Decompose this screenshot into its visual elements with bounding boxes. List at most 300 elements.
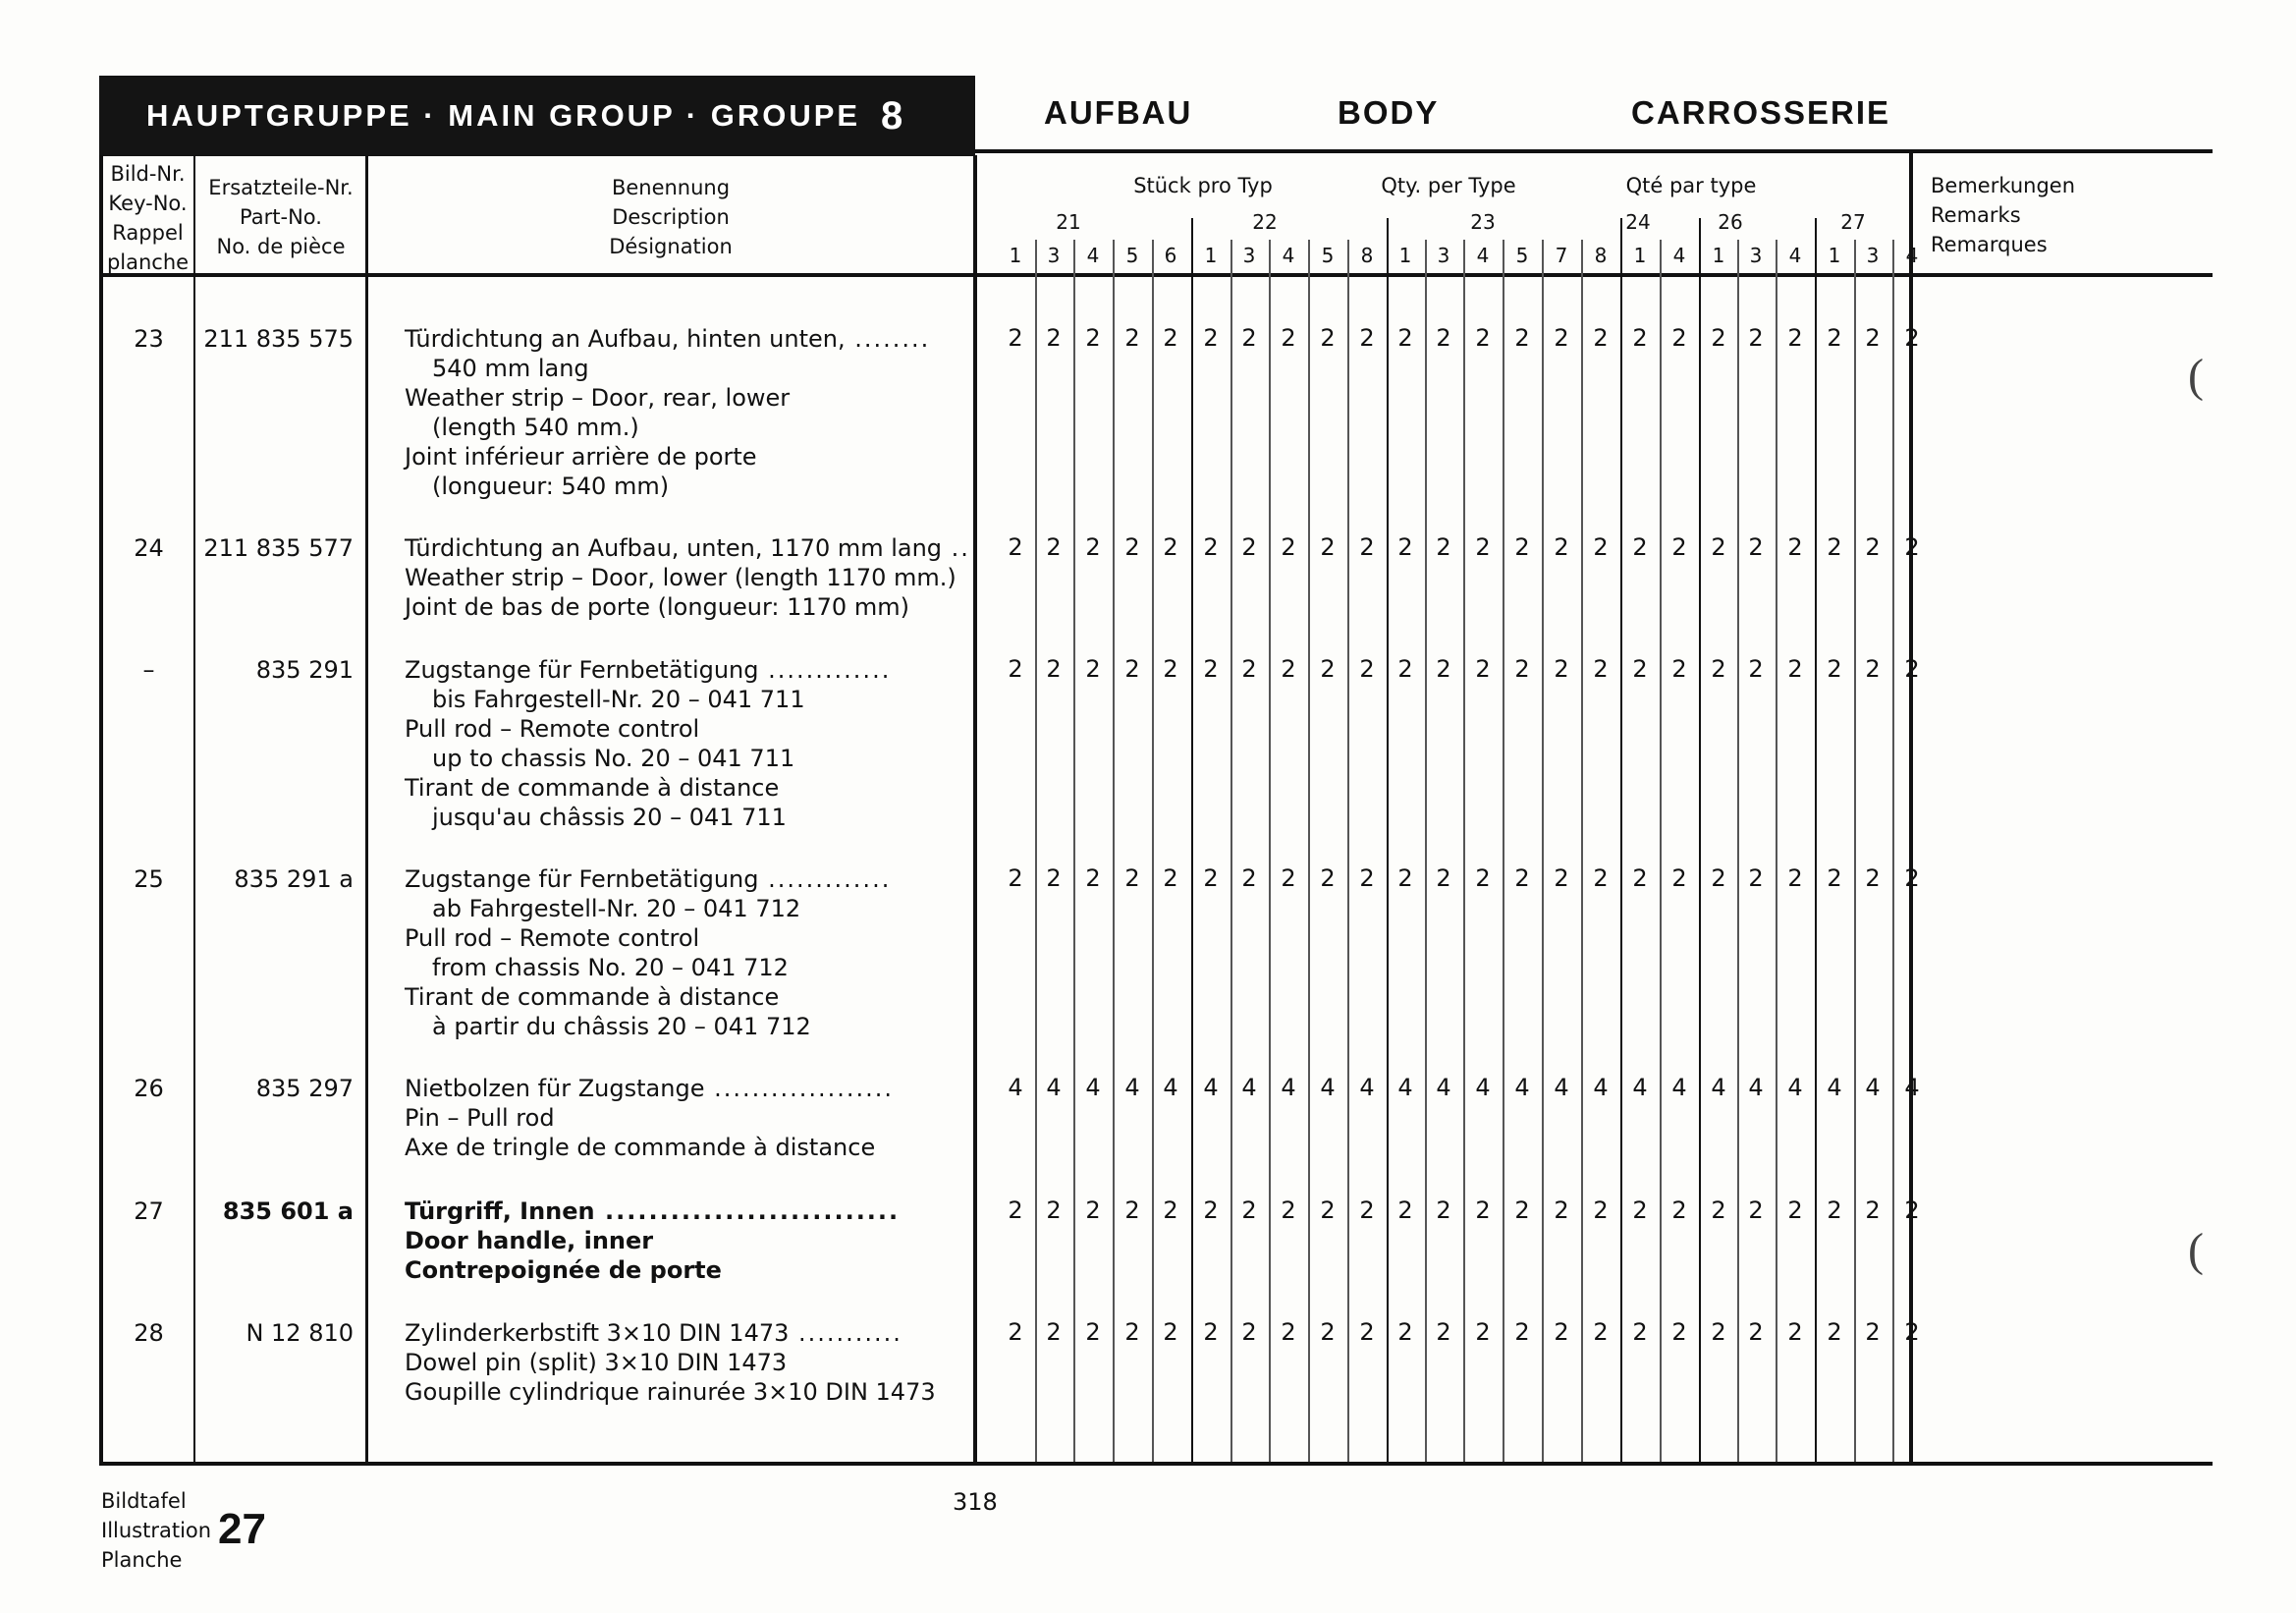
qty-column-gridline	[1776, 240, 1777, 1462]
quantity-cell: 4	[1787, 1074, 1803, 1101]
type-column-number: 3	[1242, 244, 1256, 267]
page-number: 318	[953, 1488, 998, 1516]
quantity-cell: 2	[1397, 1318, 1413, 1346]
quantity-cell: 2	[1593, 533, 1609, 561]
quantity-cell: 2	[1748, 655, 1764, 683]
quantity-cell: 2	[1514, 655, 1530, 683]
quantity-cell: 2	[1671, 1196, 1687, 1224]
quantity-cell: 2	[1554, 655, 1569, 683]
key-column-header: Bild-Nr. Key-No. Rappel planche	[106, 162, 190, 274]
key-number: 28	[134, 1319, 164, 1347]
quantity-cell: 2	[1865, 1196, 1881, 1224]
quantity-cell: 2	[1593, 1196, 1609, 1224]
quantity-cell: 2	[1241, 1196, 1257, 1224]
quantity-cell: 2	[1827, 324, 1842, 352]
part-number: 211 835 577	[203, 534, 354, 562]
type-column-number: 4	[1476, 244, 1490, 267]
description-line: Joint inférieur arrière de porte	[405, 443, 757, 471]
qty-header-de: Stück pro Typ	[1133, 174, 1273, 197]
key-number: 24	[134, 534, 164, 562]
part-number: 835 291	[255, 656, 354, 684]
leader-dots: ...........................	[594, 1197, 901, 1225]
quantity-cell: 2	[1671, 533, 1687, 561]
part-description	[405, 864, 891, 1041]
quantity-cell: 2	[1203, 533, 1219, 561]
quantity-cell: 4	[1124, 1074, 1140, 1101]
quantity-cell: 4	[1711, 1074, 1726, 1101]
quantity-cell: 2	[1514, 324, 1530, 352]
quantity-cell: 2	[1436, 1196, 1451, 1224]
quantity-cell: 4	[1320, 1074, 1336, 1101]
quantity-cell: 2	[1397, 864, 1413, 892]
qty-column-gridline	[1347, 240, 1349, 1462]
leader-dots: .............	[758, 865, 892, 893]
quantity-cell: 2	[1787, 324, 1803, 352]
quantity-cell: 2	[1203, 324, 1219, 352]
quantity-cell: 4	[1359, 1074, 1375, 1101]
part-description	[405, 533, 970, 622]
quantity-cell: 2	[1163, 1318, 1178, 1346]
quantity-cell: 4	[1475, 1074, 1491, 1101]
description-line: from chassis No. 20 – 041 712	[432, 954, 789, 981]
quantity-cell: 2	[1787, 1318, 1803, 1346]
quantity-cell: 2	[1632, 655, 1648, 683]
type-column-number: 4	[1905, 244, 1919, 267]
quantity-cell: 2	[1632, 1196, 1648, 1224]
quantity-cell: 2	[1359, 533, 1375, 561]
description-line: à partir du châssis 20 – 041 712	[432, 1013, 811, 1040]
quantity-cell: 2	[1632, 1318, 1648, 1346]
quantity-cell: 2	[1827, 1196, 1842, 1224]
quantity-cell: 2	[1320, 324, 1336, 352]
quantity-cell: 2	[1554, 1318, 1569, 1346]
quantity-cell: 2	[1711, 533, 1726, 561]
description-line: Contrepoignée de porte	[405, 1256, 722, 1284]
quantity-cell: 2	[1163, 324, 1178, 352]
quantity-cell: 2	[1281, 324, 1296, 352]
type-column-number: 5	[1125, 244, 1139, 267]
quantity-cell: 2	[1046, 655, 1062, 683]
quantity-cell: 2	[1397, 655, 1413, 683]
quantity-cell: 2	[1008, 1318, 1023, 1346]
quantity-cell: 2	[1475, 655, 1491, 683]
quantity-cell: 2	[1514, 1318, 1530, 1346]
description-line: Tirant de commande à distance	[405, 983, 780, 1011]
type-column-number: 1	[1398, 244, 1412, 267]
quantity-cell: 2	[1904, 1318, 1920, 1346]
qty-column-gridline	[1425, 240, 1427, 1462]
quantity-cell: 2	[1203, 1318, 1219, 1346]
quantity-cell: 2	[1163, 655, 1178, 683]
quantity-cell: 2	[1514, 1196, 1530, 1224]
quantity-cell: 4	[1514, 1074, 1530, 1101]
quantity-cell: 2	[1787, 533, 1803, 561]
quantity-cell: 2	[1593, 655, 1609, 683]
description-line: Nietbolzen für Zugstange ...................	[405, 1075, 895, 1102]
quantity-cell: 2	[1748, 324, 1764, 352]
quantity-cell: 2	[1124, 1318, 1140, 1346]
type-group-27: 27	[1840, 210, 1866, 234]
qty-header-fr: Qté par type	[1625, 174, 1757, 197]
quantity-cell: 2	[1203, 864, 1219, 892]
quantity-cell: 2	[1359, 1318, 1375, 1346]
quantity-cell: 2	[1904, 655, 1920, 683]
quantity-cell: 2	[1748, 1318, 1764, 1346]
description-line: (longueur: 540 mm)	[432, 473, 670, 500]
quantity-cell: 2	[1281, 864, 1296, 892]
quantity-cell: 4	[1085, 1074, 1101, 1101]
margin-parenthesis-mark: (	[2188, 350, 2204, 402]
key-number: 27	[134, 1197, 164, 1225]
quantity-cell: 2	[1787, 1196, 1803, 1224]
quantity-cell: 4	[1827, 1074, 1842, 1101]
table-bottom-rule	[99, 1462, 2213, 1466]
quantity-cell: 2	[1865, 864, 1881, 892]
part-description	[405, 1196, 900, 1285]
type-column-number: 1	[1204, 244, 1218, 267]
description-line: ab Fahrgestell-Nr. 20 – 041 712	[432, 895, 801, 922]
header-rule	[975, 149, 2213, 153]
plate-label: Bildtafel Illustration Planche	[101, 1489, 212, 1572]
quantity-cell: 2	[1593, 864, 1609, 892]
quantity-cell: 4	[1748, 1074, 1764, 1101]
quantity-cell: 4	[1008, 1074, 1023, 1101]
quantity-cell: 2	[1085, 533, 1101, 561]
type-column-number: 5	[1321, 244, 1335, 267]
quantity-cell: 2	[1359, 324, 1375, 352]
type-column-number: 8	[1360, 244, 1374, 267]
type-column-number: 4	[1672, 244, 1686, 267]
quantity-cell: 2	[1865, 655, 1881, 683]
quantity-cell: 2	[1748, 1196, 1764, 1224]
description-line: Türdichtung an Aufbau, unten, 1170 mm lang ..	[405, 534, 970, 562]
part-column-header: Ersatzteile-Nr. Part-No. No. de pièce	[208, 176, 354, 258]
quantity-cell: 2	[1475, 1318, 1491, 1346]
quantity-cell: 2	[1241, 324, 1257, 352]
quantity-cell: 2	[1671, 1318, 1687, 1346]
remarks-column-header: Bemerkungen Remarks Remarques	[1931, 174, 2076, 256]
description-line: 540 mm lang	[432, 355, 589, 382]
quantity-cell: 2	[1124, 864, 1140, 892]
quantity-cell: 2	[1281, 655, 1296, 683]
description-line: Tirant de commande à distance	[405, 774, 780, 802]
quantity-cell: 2	[1632, 324, 1648, 352]
type-group-26: 26	[1718, 210, 1743, 234]
type-column-number: 5	[1515, 244, 1529, 267]
description-line: Zylinderkerbstift 3×10 DIN 1473 ...........	[405, 1319, 902, 1347]
quantity-cell: 2	[1203, 1196, 1219, 1224]
part-column-divider	[365, 155, 368, 1466]
type-column-number: 7	[1555, 244, 1568, 267]
title-english: BODY	[1338, 94, 1440, 131]
leader-dots: ...................	[704, 1075, 895, 1102]
qty-column-gridline	[1152, 240, 1154, 1462]
qty-column-gridline	[1073, 240, 1075, 1462]
quantity-cell: 2	[1475, 864, 1491, 892]
quantity-cell: 2	[1281, 1318, 1296, 1346]
part-description	[405, 655, 891, 832]
type-column-number: 4	[1282, 244, 1295, 267]
part-description	[405, 1074, 894, 1162]
plate-number: 27	[218, 1505, 266, 1553]
quantity-cell: 2	[1711, 1196, 1726, 1224]
leader-dots: ........	[845, 325, 931, 353]
quantity-cell: 4	[1593, 1074, 1609, 1101]
quantity-cell: 2	[1320, 655, 1336, 683]
quantity-cell: 2	[1436, 324, 1451, 352]
quantity-cell: 2	[1163, 533, 1178, 561]
qty-column-gridline	[1230, 240, 1232, 1462]
quantity-cell: 2	[1865, 324, 1881, 352]
quantity-cell: 2	[1748, 533, 1764, 561]
quantity-cell: 2	[1865, 533, 1881, 561]
description-line: (length 540 mm.)	[432, 414, 639, 441]
part-number: N 12 810	[246, 1319, 354, 1347]
quantity-cell: 2	[1593, 1318, 1609, 1346]
quantity-cell: 2	[1046, 324, 1062, 352]
quantity-cell: 2	[1436, 1318, 1451, 1346]
quantity-cell: 2	[1203, 655, 1219, 683]
quantity-cell: 2	[1632, 864, 1648, 892]
quantity-cell: 2	[1671, 864, 1687, 892]
type-column-number: 6	[1164, 244, 1177, 267]
margin-parenthesis-mark: (	[2188, 1224, 2204, 1276]
quantity-cell: 2	[1554, 1196, 1569, 1224]
quantity-cell: 2	[1865, 1318, 1881, 1346]
description-line: Door handle, inner	[405, 1227, 654, 1254]
quantity-cell: 2	[1436, 533, 1451, 561]
quantity-cell: 4	[1904, 1074, 1920, 1101]
quantity-cell: 2	[1475, 324, 1491, 352]
quantity-cell: 2	[1085, 324, 1101, 352]
description-column-header: Benennung Description Désignation	[609, 176, 733, 258]
qty-column-gridline	[1503, 240, 1504, 1462]
quantity-cell: 2	[1008, 655, 1023, 683]
quantity-cell: 2	[1554, 864, 1569, 892]
quantity-cell: 2	[1593, 324, 1609, 352]
description-line: Goupille cylindrique rainurée 3×10 DIN 1473	[405, 1378, 936, 1406]
description-line: Türdichtung an Aufbau, hinten unten, ........	[405, 325, 931, 353]
quantity-cell: 2	[1514, 864, 1530, 892]
quantity-cell: 2	[1320, 1196, 1336, 1224]
quantity-cell: 2	[1514, 533, 1530, 561]
type-group-23: 23	[1470, 210, 1496, 234]
quantity-cell: 2	[1008, 324, 1023, 352]
quantity-cell: 2	[1632, 533, 1648, 561]
quantity-cell: 2	[1124, 324, 1140, 352]
qty-column-gridline	[1854, 240, 1856, 1462]
quantity-cell: 2	[1046, 533, 1062, 561]
quantity-cell: 2	[1397, 533, 1413, 561]
part-number: 835 297	[255, 1075, 354, 1102]
quantity-cell: 4	[1163, 1074, 1178, 1101]
quantity-cell: 2	[1787, 655, 1803, 683]
quantity-cell: 4	[1046, 1074, 1062, 1101]
quantity-cell: 2	[1281, 533, 1296, 561]
type-column-number: 4	[1086, 244, 1100, 267]
qty-column-gridline	[1308, 240, 1310, 1462]
type-column-number: 3	[1866, 244, 1880, 267]
quantity-cell: 2	[1787, 864, 1803, 892]
qty-column-gridline	[1581, 240, 1583, 1462]
type-group-22: 22	[1252, 210, 1278, 234]
quantity-cell: 2	[1008, 533, 1023, 561]
quantity-cell: 2	[1748, 864, 1764, 892]
qty-column-gridline	[1113, 240, 1115, 1462]
quantity-cell: 2	[1827, 864, 1842, 892]
type-column-number: 4	[1788, 244, 1802, 267]
quantity-cell: 2	[1827, 655, 1842, 683]
quantity-cell: 2	[1904, 533, 1920, 561]
qty-column-gridline	[1737, 240, 1739, 1462]
key-number: –	[142, 656, 155, 684]
quantity-cell: 2	[1085, 655, 1101, 683]
quantity-cell: 2	[1711, 655, 1726, 683]
description-line: up to chassis No. 20 – 041 711	[432, 745, 795, 772]
quantity-cell: 2	[1046, 1318, 1062, 1346]
type-column-number: 3	[1749, 244, 1763, 267]
key-number: 26	[134, 1075, 164, 1102]
type-column-number: 1	[1009, 244, 1022, 267]
quantity-cell: 2	[1711, 324, 1726, 352]
type-column-number: 1	[1712, 244, 1725, 267]
quantity-cell: 2	[1359, 864, 1375, 892]
main-group-banner	[99, 76, 975, 156]
quantity-cell: 2	[1904, 324, 1920, 352]
type-column-number: 3	[1047, 244, 1061, 267]
qty-header-en: Qty. per Type	[1381, 174, 1516, 197]
quantity-cell: 2	[1397, 1196, 1413, 1224]
quantity-cell: 2	[1827, 533, 1842, 561]
quantity-cell: 2	[1320, 533, 1336, 561]
quantity-cell: 4	[1241, 1074, 1257, 1101]
description-line: jusqu'au châssis 20 – 041 711	[432, 804, 787, 831]
quantity-cell: 2	[1320, 1318, 1336, 1346]
description-line: Axe de tringle de commande à distance	[405, 1134, 876, 1161]
type-column-number: 1	[1828, 244, 1841, 267]
quantity-cell: 2	[1554, 533, 1569, 561]
quantity-cell: 2	[1163, 1196, 1178, 1224]
quantity-cell: 2	[1281, 1196, 1296, 1224]
quantity-cell: 4	[1397, 1074, 1413, 1101]
leader-dots: ...........	[789, 1319, 902, 1347]
description-line: Zugstange für Fernbetätigung .............	[405, 656, 892, 684]
quantity-cell: 2	[1671, 655, 1687, 683]
quantity-cell: 4	[1281, 1074, 1296, 1101]
qty-column-gridline	[1660, 240, 1662, 1462]
quantity-cell: 2	[1008, 864, 1023, 892]
type-column-number: 1	[1633, 244, 1647, 267]
description-line: Weather strip – Door, rear, lower	[405, 384, 791, 412]
quantity-cell: 2	[1320, 864, 1336, 892]
quantity-cell: 2	[1085, 1196, 1101, 1224]
quantity-cell: 2	[1008, 1196, 1023, 1224]
description-line: Pull rod – Remote control	[405, 715, 700, 743]
leader-dots: ..	[942, 534, 970, 562]
part-number: 835 601 a	[222, 1197, 354, 1225]
quantity-cell: 2	[1241, 533, 1257, 561]
part-description	[405, 324, 930, 501]
column-header-rule	[99, 273, 2213, 277]
quantity-cell: 2	[1124, 533, 1140, 561]
quantity-cell: 2	[1359, 1196, 1375, 1224]
quantity-cell: 2	[1359, 655, 1375, 683]
quantity-cell: 2	[1085, 1318, 1101, 1346]
description-line: Zugstange für Fernbetätigung .............	[405, 865, 892, 893]
quantity-cell: 2	[1163, 864, 1178, 892]
part-number: 835 291 a	[234, 865, 354, 893]
quantity-cell: 2	[1475, 1196, 1491, 1224]
quantity-cell: 4	[1671, 1074, 1687, 1101]
quantity-cell: 2	[1046, 1196, 1062, 1224]
quantity-cell: 4	[1436, 1074, 1451, 1101]
qty-column-gridline	[1387, 218, 1389, 1462]
description-line: Pull rod – Remote control	[405, 924, 700, 952]
quantity-cell: 2	[1671, 324, 1687, 352]
quantity-cell: 2	[1904, 1196, 1920, 1224]
description-line: Joint de bas de porte (longueur: 1170 mm)	[405, 593, 909, 621]
description-line: bis Fahrgestell-Nr. 20 – 041 711	[432, 686, 805, 713]
main-group-label: HAUPTGRUPPE · MAIN GROUP · GROUPE	[146, 98, 861, 133]
qty-column-gridline	[1815, 218, 1817, 1462]
quantity-cell: 4	[1203, 1074, 1219, 1101]
type-column-number: 3	[1437, 244, 1450, 267]
qty-column-gridline	[1035, 240, 1037, 1462]
quantity-cell: 4	[1554, 1074, 1569, 1101]
quantity-cell: 2	[1904, 864, 1920, 892]
type-group-24: 24	[1625, 210, 1651, 234]
description-line: Dowel pin (split) 3×10 DIN 1473	[405, 1349, 788, 1376]
type-column-number: 8	[1594, 244, 1608, 267]
main-group-number: 8	[881, 94, 903, 138]
key-number: 25	[134, 865, 164, 893]
quantity-cell: 2	[1711, 864, 1726, 892]
quantity-cell: 2	[1241, 864, 1257, 892]
qty-column-gridline	[1892, 240, 1894, 1462]
qty-column-gridline	[1620, 218, 1622, 1462]
type-group-21: 21	[1056, 210, 1081, 234]
quantity-cell: 2	[1475, 533, 1491, 561]
quantity-cell: 2	[1436, 655, 1451, 683]
qty-column-gridline	[1542, 240, 1544, 1462]
qty-column-gridline	[1191, 218, 1193, 1462]
quantity-cell: 2	[1397, 324, 1413, 352]
description-line: Pin – Pull rod	[405, 1104, 555, 1132]
quantity-cell: 2	[1046, 864, 1062, 892]
quantity-cell: 2	[1241, 655, 1257, 683]
title-french: CARROSSERIE	[1631, 94, 1891, 131]
quantity-cell: 2	[1241, 1318, 1257, 1346]
description-line: Türgriff, Innen ...........................	[405, 1197, 901, 1225]
qty-column-gridline	[1699, 218, 1701, 1462]
title-german: AUFBAU	[1044, 94, 1193, 131]
description-line: Weather strip – Door, lower (length 1170 mm.)	[405, 564, 957, 591]
quantity-cell: 2	[1436, 864, 1451, 892]
leader-dots: .............	[758, 656, 892, 684]
quantity-cell: 2	[1554, 324, 1569, 352]
quantity-cell: 2	[1827, 1318, 1842, 1346]
part-description	[405, 1318, 936, 1407]
qty-column-gridline	[1463, 240, 1465, 1462]
quantity-cell: 2	[1124, 655, 1140, 683]
quantity-cell: 2	[1085, 864, 1101, 892]
quantity-cell: 2	[1711, 1318, 1726, 1346]
key-number: 23	[134, 325, 164, 353]
quantity-cell: 2	[1124, 1196, 1140, 1224]
qty-column-gridline	[1269, 240, 1271, 1462]
quantity-cell: 4	[1865, 1074, 1881, 1101]
description-column-divider	[973, 155, 977, 1466]
